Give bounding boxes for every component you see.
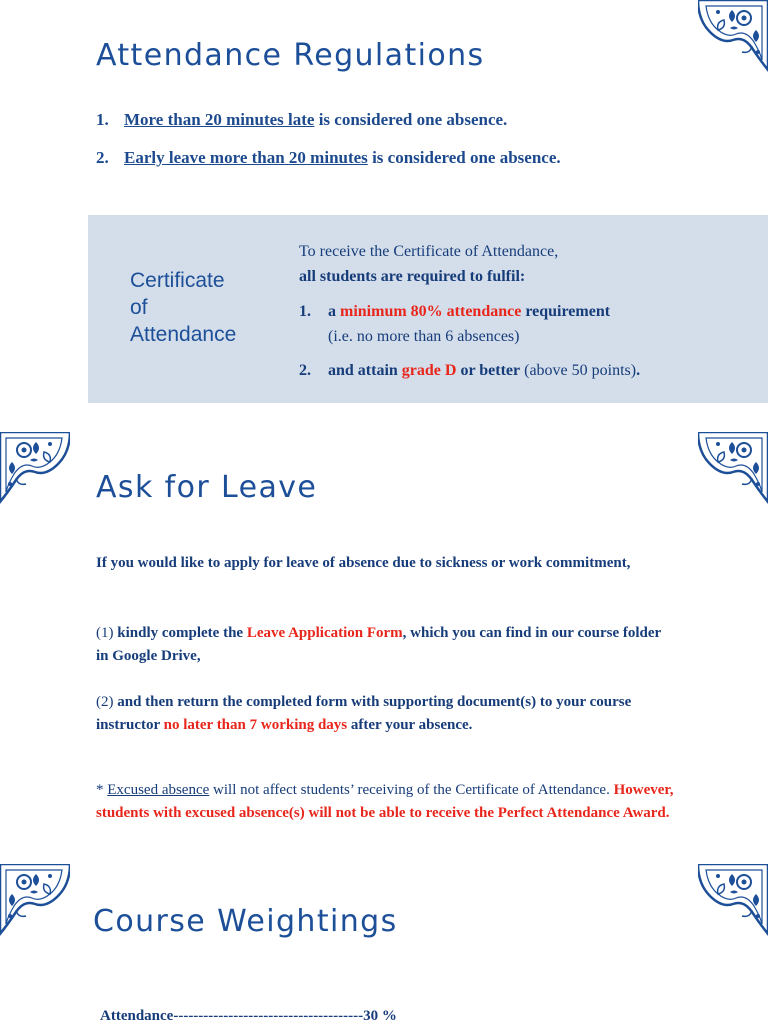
- floral-corner-ornament-icon: [0, 432, 70, 512]
- certificate-title: [130, 267, 270, 348]
- step-text: , which you can find in our course folder in Google Drive,: [96, 625, 661, 664]
- course-weightings-heading: Course Weightings: [93, 904, 398, 939]
- step-text: kindly complete the: [113, 625, 247, 641]
- rule-number: 1.: [96, 110, 109, 129]
- rule-underlined-text: More than 20 minutes late: [124, 110, 315, 129]
- floral-corner-ornament-icon: [0, 864, 70, 944]
- step-number: (1): [96, 625, 114, 641]
- certificate-requirement-1: [299, 303, 610, 321]
- certificate-intro-line: all students are required to fulfil:: [299, 268, 526, 285]
- requirement-note: (i.e. no more than 6 absences): [328, 328, 520, 345]
- attendance-regulations-heading: Attendance Regulations: [96, 38, 485, 73]
- requirement-text: a: [328, 303, 340, 320]
- floral-corner-ornament-icon: [698, 864, 768, 944]
- ask-for-leave-heading: Ask for Leave: [96, 470, 318, 505]
- weighting-value: 30 %: [363, 1008, 397, 1024]
- leave-step-1-paragraph: [96, 622, 676, 668]
- requirement-highlight: grade D: [401, 362, 457, 379]
- leave-intro-paragraph: If you would like to apply for leave of absence due to sickness or work commitment,: [96, 555, 631, 571]
- weighting-label: Attendance: [100, 1008, 174, 1024]
- certificate-title-line: Certificate: [130, 269, 225, 292]
- rule-number: 2.: [96, 148, 109, 167]
- certificate-title-line: of: [130, 296, 148, 319]
- weighting-leader: --------------------------------------: [173, 1008, 364, 1024]
- rule-text: is considered one absence.: [314, 110, 508, 129]
- note-highlight: However, students with excused absence(s) will not be able to receive the Perfect Attendance Award.: [96, 782, 674, 821]
- floral-corner-ornament-icon: [698, 0, 768, 80]
- rule-text: is considered one absence.: [367, 148, 561, 167]
- excused-absence-note: [96, 779, 676, 825]
- step-number: (2): [96, 694, 114, 710]
- step-text: and then return the completed form with supporting document(s) to your course instructor: [96, 694, 632, 733]
- deadline-highlight: no later than 7 working days: [163, 717, 348, 733]
- requirement-number: 1.: [299, 303, 311, 320]
- certificate-intro: [299, 239, 558, 289]
- certificate-intro-line: To receive the Certificate of Attendance,: [299, 243, 559, 260]
- step-text: after your absence.: [347, 717, 473, 733]
- floral-corner-ornament-icon: [698, 432, 768, 512]
- requirement-number: 2.: [299, 362, 311, 379]
- note-asterisk: *: [96, 782, 108, 798]
- attendance-rules-list: [96, 108, 561, 184]
- requirement-text: or better: [456, 362, 521, 379]
- requirement-text: requirement: [521, 303, 611, 320]
- note-underlined-text: Excused absence: [107, 782, 210, 798]
- leave-step-2-paragraph: [96, 691, 676, 737]
- note-text: will not affect students’ receiving of the Certificate of Attendance.: [209, 782, 614, 798]
- requirement-note: (above 50 points): [520, 362, 637, 379]
- rule-underlined-text: Early leave more than 20 minutes: [124, 148, 368, 167]
- list-item: [96, 146, 561, 184]
- requirement-text: .: [636, 362, 641, 379]
- list-item: [96, 108, 561, 146]
- certificate-box: [88, 215, 768, 403]
- leave-application-form-highlight: Leave Application Form: [246, 625, 403, 641]
- weighting-row: [100, 1008, 397, 1025]
- certificate-title-line: Attendance: [130, 323, 237, 346]
- requirement-text: and attain: [328, 362, 402, 379]
- certificate-requirement-2: [299, 362, 640, 380]
- requirement-highlight: minimum 80% attendance: [340, 303, 522, 320]
